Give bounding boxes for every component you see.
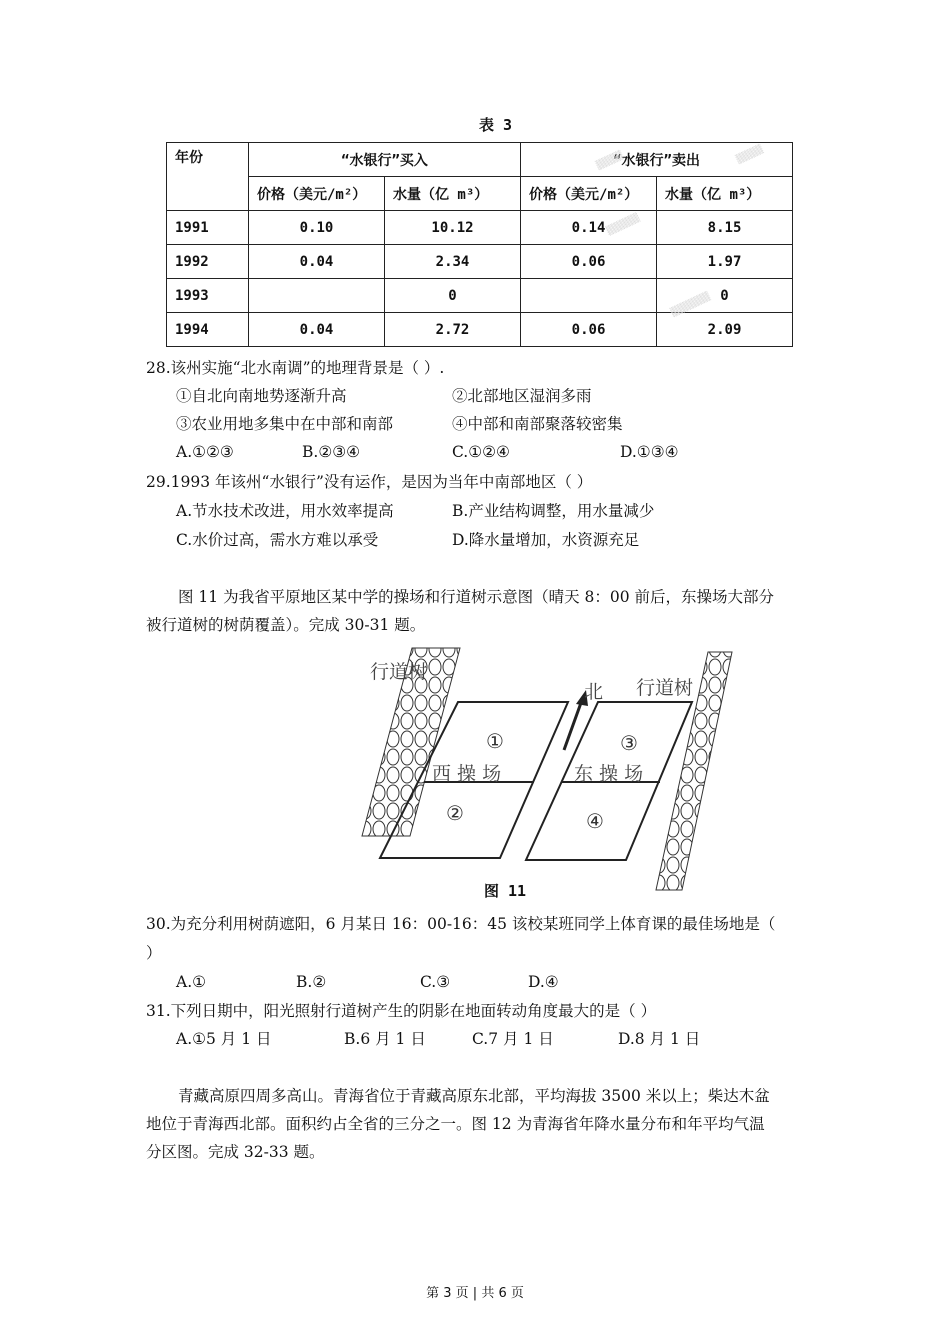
q29-stem: 29.1993 年该州“水银行”没有运作，是因为当年中南部地区（ ） [146,473,593,491]
water-bank-table [166,142,793,347]
cell-buy-volume: 10.12 [385,211,521,245]
cell-year: 1991 [167,211,249,245]
q28-option-d: D.①③④ [620,443,679,461]
intro-30-line1: 图 11 为我省平原地区某中学的操场和行道树示意图（晴天 8：00 前后，东操场大部分 [178,588,775,606]
cell-sell-volume: 8.15 [657,211,793,245]
cell-sell-price: 0.06 [521,245,657,279]
q28-statement-2: ②北部地区湿润多雨 [452,387,592,405]
cell-year: 1993 [167,279,249,313]
q30-option-a: A.① [176,973,207,991]
table-subheader-row [167,177,793,211]
zone-2: ② [446,801,464,825]
intro-32-line2: 地位于青海西北部。面积约占全省的三分之一。图 12 为青海省年降水量分布和年平均气温 [146,1115,765,1133]
cell-sell-volume: 2.09 [657,313,793,347]
q31-option-a: A.①5 月 1 日 [176,1030,272,1048]
q30-option-b: B.② [296,973,327,991]
east-field-label: 东 操 场 [574,763,644,785]
table-row [167,211,793,245]
q28-option-b: B.②③④ [302,443,361,461]
cell-sell-volume: 0 [657,279,793,313]
zone-4: ④ [586,809,604,833]
header-sell: “水银行”卖出 [521,143,793,177]
cell-buy-price: 0.04 [249,313,385,347]
west-field-label: 西 操 场 [432,763,502,785]
q29-option-c: C.水价过高，需水方难以承受 [176,531,379,549]
watermark: ▒▒▒▒▒▒ [669,291,712,319]
q28-option-a: A.①②③ [176,443,234,461]
cell-buy-price [249,279,385,313]
q30-option-c: C.③ [420,973,451,991]
cell-buy-price: 0.10 [249,211,385,245]
q31-option-d: D.8 月 1 日 [618,1030,701,1048]
header-buy-volume: 水量（亿 m³） [385,177,521,211]
table-row [167,313,793,347]
q28-statement-1: ①自北向南地势逐渐升高 [176,387,347,405]
zone-3: ③ [620,731,638,755]
table-row [167,245,793,279]
table-caption: 表 3 [479,116,513,134]
header-sell-volume: 水量（亿 m³） [657,177,793,211]
table-header-row [167,143,793,177]
cell-buy-price: 0.04 [249,245,385,279]
q30-option-d: D.④ [528,973,559,991]
cell-sell-volume: 1.97 [657,245,793,279]
q31-option-c: C.7 月 1 日 [472,1030,554,1048]
q30-stem-line2: ） [146,944,162,962]
intro-32-line1: 青藏高原四周多高山。青海省位于青藏高原东北部，平均海拔 3500 米以上；柴达木盆 [178,1087,770,1105]
watermark: ▒▒▒▒▒ [605,213,642,237]
intro-30-line2: 被行道树的树荫覆盖）。完成 30-31 题。 [146,616,426,634]
q29-option-d: D.降水量增加，水资源充足 [452,531,640,549]
q29-option-a: A.节水技术改进，用水效率提高 [176,502,394,520]
header-year: 年份 [167,143,249,211]
header-buy-price: 价格（美元/m²） [249,177,385,211]
zone-1: ① [486,729,504,753]
header-buy: “水银行”买入 [249,143,521,177]
q28-statement-3: ③农业用地多集中在中部和南部 [176,415,394,433]
header-sell-price: 价格（美元/m²） [521,177,657,211]
intro-32-line3: 分区图。完成 32-33 题。 [146,1143,325,1161]
cell-buy-volume: 2.72 [385,313,521,347]
q30-stem-line1: 30.为充分利用树荫遮阳，6 月某日 16：00-16：45 该校某班同学上体育课的最佳场地是（ [146,915,776,933]
q28-stem: 28.该州实施“北水南调”的地理背景是（ ）. [146,359,445,377]
page-footer: 第 3 页 | 共 6 页 [426,1286,524,1301]
north-label: 北 [584,681,604,703]
cell-year: 1994 [167,313,249,347]
q28-statement-4: ④中部和南部聚落较密集 [452,415,623,433]
cell-buy-volume: 0 [385,279,521,313]
cell-sell-price [521,279,657,313]
cell-buy-volume: 2.34 [385,245,521,279]
cell-sell-price: 0.06 [521,313,657,347]
tree-label-left: 行道树 [370,661,428,683]
watermark: ▒▒▒▒ [735,144,765,166]
cell-year: 1992 [167,245,249,279]
q31-option-b: B.6 月 1 日 [344,1030,426,1048]
watermark: ▒▒▒▒ [595,150,625,172]
tree-label-right: 行道树 [636,677,694,699]
q31-stem: 31.下列日期中，阳光照射行道树产生的阴影在地面转动角度最大的是（ ） [146,1002,657,1020]
q29-option-b: B.产业结构调整，用水量减少 [452,502,655,520]
figure-11 [330,640,750,908]
figure-11-caption: 图 11 [484,882,527,900]
q28-option-c: C.①②④ [452,443,510,461]
cell-sell-price: 0.14 [521,211,657,245]
